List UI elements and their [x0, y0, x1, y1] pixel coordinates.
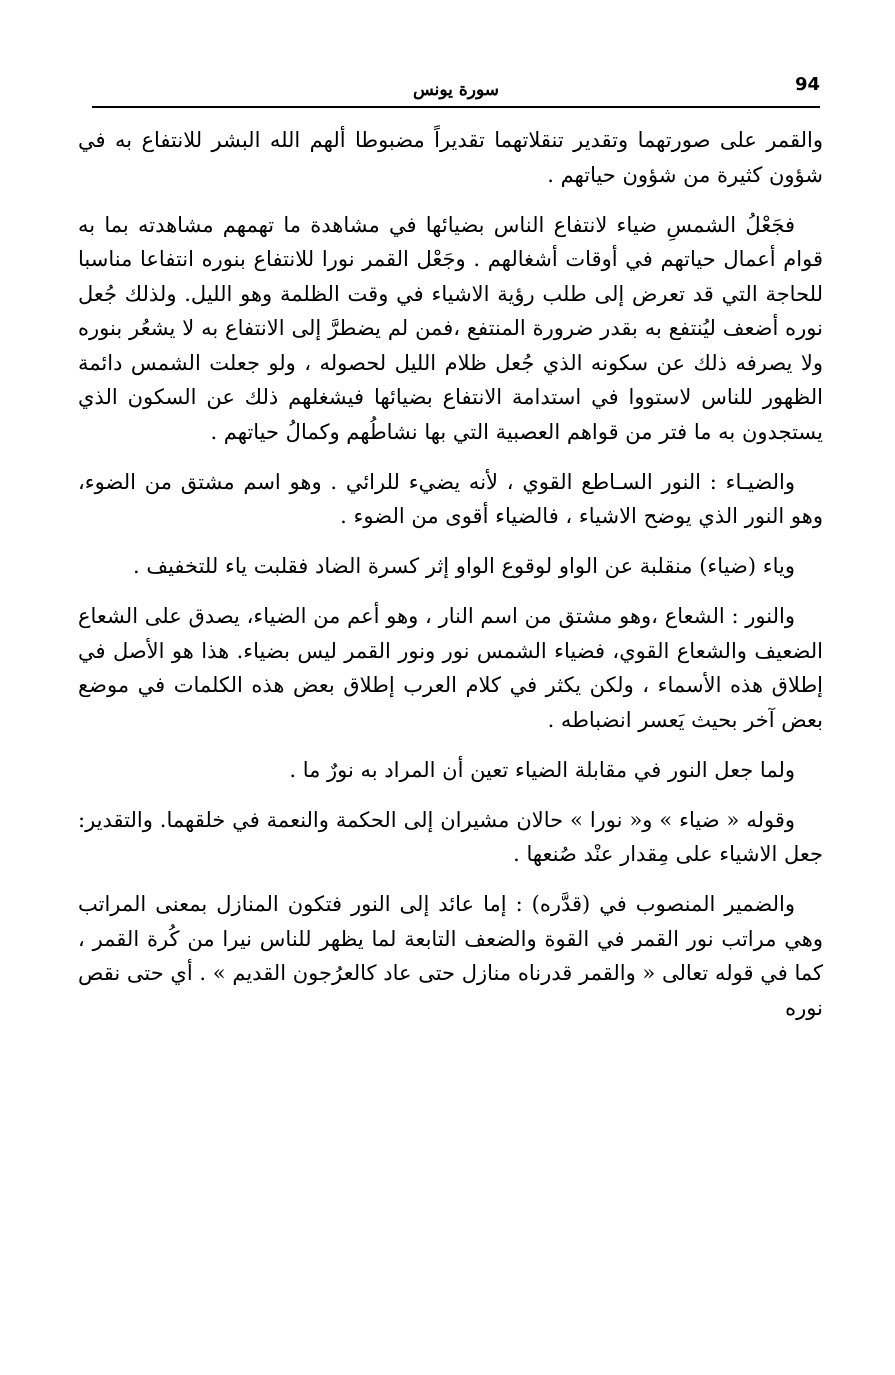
paragraph-8: والضمير المنصوب في (قدَّره) : إما عائد إلى النور فتكون المنازل بمعنى المراتب وهي مراتب نور القمر في القوة والضعف التابعة لما يظهر للناس نيرا من كُرة القمر ، كما في قوله تعالى « والقمر قدرناه منازل حتى عاد كالعرُجون القديم » . أي حتى نقص نوره	[78, 892, 823, 1020]
paragraph-2: فجَعْلُ الشمسِ ضياء لانتفاع الناس بضيائها في مشاهدة ما تهمهم مشاهدته بما به قوام أعمال حياتهم في أوقات أشغالهم . وجَعْل القمر نورا للانتفاع بنوره انتفاعا مناسبا للحاجة التي قد تعرض إلى طلب رؤية الاشياء في وقت الظلمة وهو الليل. ولذلك جُعل نوره أضعف ليُنتفع به بقدر ضرورة المنتفع ،فمن لم يضطرَّ إلى الانتفاع به لا يشعُر بنوره ولا يصرفه ذلك عن سكونه الذي جُعل ظلام الليل لحصوله ، ولو جعلت الشمس دائمة الظهور للناس لاستووا في استدامة الانتفاع بضيائها فيشغلهم ذلك عن السكون الذي يستجدون به ما فتر من قواهم العصبية التي بها نشاطُهم وكمالُ حياتهم .	[78, 212, 823, 444]
paragraph-5: والنور : الشعاع ،وهو مشتق من اسم النار ، وهو أعم من الضياء، يصدق على الشعاع الضعيف والشعاع القوي، فضياء الشمس نور ونور القمر ليس بضياء. هذا هو الأصل في إطلاق هذه الأسماء ، ولكن يكثر في كلام العرب إطلاق بعض هذه الكلمات في موضع بعض آخر بحيث يَعسر انضباطه .	[78, 604, 823, 732]
page-body	[78, 123, 823, 1041]
paragraph-7: وقوله « ضياء » و« نورا » حالان مشيران إلى الحكمة والنعمة في خلقهما. والتقدير: جعل الاشياء على مِقدار عنْد صُنعها .	[78, 807, 823, 866]
running-title: سورة يونس	[413, 80, 499, 100]
header-rule	[92, 106, 820, 108]
page-header	[92, 70, 820, 110]
paragraph-3: والضيـاء : النور السـاطع القوي ، لأنه يضيء للرائي . وهو اسم مشتق من الضوء، وهو النور الذي يوضح الاشياء ، فالضياء أقوى من الضوء .	[78, 469, 823, 528]
paragraph-6: ولما جعل النور في مقابلة الضياء تعين أن المراد به نورٌ ما .	[289, 757, 795, 782]
paragraph-1: والقمر على صورتهما وتقدير تنقلاتهما تقديراً مضبوطا ألهم الله البشر للانتفاع به في شؤون كثيرة من شؤون حياتهم .	[78, 128, 823, 187]
page-number: 94	[794, 74, 820, 95]
paragraph-4: وياء (ضياء) منقلبة عن الواو لوقوع الواو إثر كسرة الضاد فقلبت ياء للتخفيف .	[132, 554, 795, 578]
